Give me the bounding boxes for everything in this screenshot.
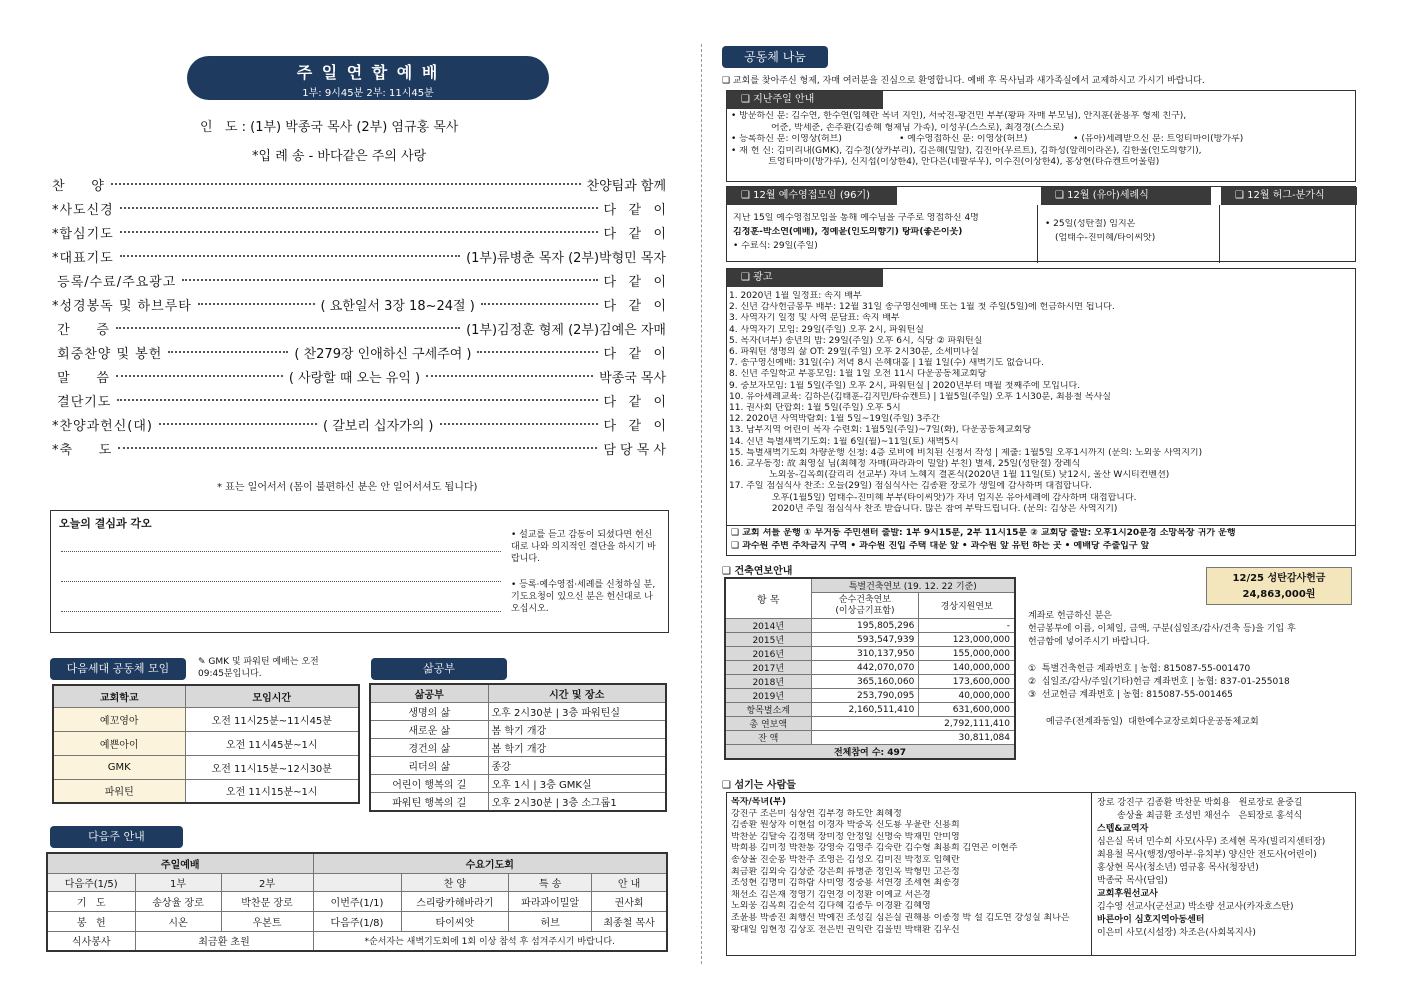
nextweek-r1-4: 스리랑카해바라기 <box>401 891 509 911</box>
community-ads-6: 7. 송구영신예배: 31일(수) 저녁 8시 은혜대홀 | 1월 1일(수) 새벽기도 없습니다. <box>729 358 1044 369</box>
community-dec_body1: 지난 15일 예수영접모임을 통해 예수님을 구주로 영접하신 4명 <box>733 213 979 223</box>
building-acc2: ② 십일조/감사/주일(기타)헌금 계좌번호 | 농협: 837-01-255018 <box>1028 677 1290 687</box>
nextweek-r3-2: *순서자는 새벽기도회에 1회 이상 참석 후 섬겨주시기 바랍니다. <box>313 931 667 951</box>
building-rows-4-1: 365,160,060 <box>811 675 919 689</box>
nextweek-r2-2: 우본트 <box>221 911 313 931</box>
building-rows-1-1: 593,547,939 <box>811 633 919 647</box>
order-row <box>52 316 666 340</box>
nextweek-r1-2: 박찬문 장로 <box>221 891 313 911</box>
nextweek-h-1: 1부 <box>135 873 221 891</box>
community-lastweek-3: • 재 헌 신: 김미리내(GMK), 김수정(상카부리), 김은혜(밀알), 김진아(우르트), 김하성(알레이라온), 김한울(인도의향기), <box>731 145 1202 156</box>
nextgen-rows-2-1: 오전 11시15분~12시30분 <box>185 755 359 779</box>
community-ads-11: 12. 2020년 사역박람회: 1월 5일~19일(주일) 3주간 <box>729 414 940 425</box>
nextweek-r2-1: 시온 <box>135 911 221 931</box>
building-tbl_head: 특별건축연보 (19. 12. 22 기준) <box>811 578 1015 593</box>
nextweek-r2-4: 타이씨앗 <box>401 911 509 931</box>
service-call: *입 례 송 - 바다같은 주의 사랑 <box>252 149 427 164</box>
nextgen-tag: 다음세대 공동체 모임 <box>50 658 186 680</box>
building-rows-2-0: 2016년 <box>725 647 811 661</box>
community-lastweek_tag: ❑ 지난주일 안내 <box>727 91 883 109</box>
service-banner <box>187 56 549 100</box>
building-rows-2-1: 310,137,950 <box>811 647 919 661</box>
service-order-2-label: *합심기도 <box>52 226 114 242</box>
community-parking: ❑ 과수원 주변 주차금지 구역 • 과수원 진입 주택 대문 앞 • 과수원 앞 유턴 하는 곳 • 예배당 주출입구 앞 <box>731 541 1150 551</box>
resolve-title: 오늘의 결심과 각오 <box>59 517 152 530</box>
nextgen-table <box>52 684 360 804</box>
nextgen-rows-3-1: 오전 11시15분~1시 <box>185 779 359 803</box>
building-rows-5-2: 40,000,000 <box>919 689 1015 703</box>
service-order-9-val: 다 같 이 <box>603 394 666 410</box>
servants-box <box>726 792 1356 956</box>
nextweek-h-4: 찬 양 <box>401 873 509 891</box>
order-row <box>52 172 666 196</box>
nextweek-r2-6: 최종철 목사 <box>592 911 667 931</box>
community-ads_tag: ❑ 광고 <box>727 269 883 287</box>
building-rows-3-2: 140,000,000 <box>919 661 1015 675</box>
community-lastweek-4: 트엉티마이(방가루), 신지섭(이상한4), 안다은(네팔루우), 이수진(이상한4), 홍상현(타슈켄트어울림) <box>731 157 1160 168</box>
nextweek-r1-6: 권사회 <box>592 891 667 911</box>
service-order-5-label: *성경봉독 및 하브루타 <box>52 298 192 314</box>
servants-right-10: 이은미 사모(시설장) 차조은(사회복지사) <box>1097 928 1256 938</box>
nextweek-h-2: 2부 <box>221 873 313 891</box>
nextgen-rows-0-1: 오전 11시25분~11시45분 <box>185 707 359 731</box>
building-rows-8-2: 30,811,084 <box>811 731 1015 745</box>
nextgen-rows-3-0: 파워틴 <box>53 779 185 803</box>
building-title: ❑ 건축연보안내 <box>722 566 793 577</box>
servants-left-8: 노외웅 김옥희 김순석 김다혜 김종두 이경환 김혜영 <box>731 901 931 912</box>
building-col1b: (이상금기표함) <box>835 605 895 616</box>
community-ads-15: 16. 교우동정: 故 최영실 님(최혜정 자매(파라과이 밀알) 부친) 별세, 25일(성탄절) 장례식 <box>729 459 1081 470</box>
community-ads-9: 10. 유아세례교육: 김하은(김태훈-김지민/타슈켄트) | 1월5일(주일) 오후 1시30분, 최용철 목사실 <box>729 391 1111 402</box>
community-ads-19: 2020년 주일 점심식사 찬조 받습니다. 많은 참여 부탁드립니다. (문의: 김상은 사역지기) <box>729 503 1118 514</box>
community-lastweek-1: 어준, 박세준, 손주환(김종혜 형제님 가족), 이성우(스스로), 최경경(스스로) <box>731 122 1065 133</box>
life-rows-5-0: 파워틴 행복의 길 <box>370 793 488 812</box>
servants-left-4: 송상율 진순봉 박찬주 조영은 김성오 김미진 박정호 임혜란 <box>731 854 960 865</box>
nextweek-r2-5: 허브 <box>509 911 592 931</box>
service-order-0-val: 찬양팀과 함께 <box>586 178 666 194</box>
service-order-0-label: 찬 양 <box>52 178 105 194</box>
community-lastweek-0: • 방문하신 분: 김수연, 한수연(임혜란 목녀 지인), 서국진-황건민 부부(황파 자매 부모님), 안지훈(윤용후 형제 친구), <box>731 111 1187 121</box>
service-order-10-mid: ( 갈보리 십자가의 ) <box>323 418 434 434</box>
community-offer_tag: ❑ 12월 허그-분가식 <box>1221 187 1357 205</box>
order-row <box>52 412 666 436</box>
order-row <box>52 292 666 316</box>
building-rows-1-0: 2015년 <box>725 633 811 647</box>
service-order-7-mid: ( 찬279장 인애하신 구세주여 ) <box>294 346 472 362</box>
building-txt3: 헌금함에 넣어주시기 바랍니다. <box>1028 637 1150 647</box>
nextweek-r2-0: 봉 헌 <box>47 911 135 931</box>
building-table <box>724 577 1016 760</box>
building-info <box>1028 610 1348 729</box>
building-rows-0-1: 195,805,296 <box>811 619 919 633</box>
building-acc1: ① 특별건축헌금 계좌번호 | 농협: 815087-55-001470 <box>1028 664 1251 674</box>
life-rows-2-1: 봄 학기 개강 <box>488 739 666 757</box>
community-bus: ❑ 교회 셔틀 운행 ① 무거동 주민센터 출발: 1부 9시15분, 2부 11시15분 ② 교회당 출발: 오후1시20분경 소망목장 귀가 운행 <box>731 528 1236 538</box>
nextweek-sunday: 주일예배 <box>47 853 313 873</box>
service-order-8-val: 박종국 목사 <box>599 370 667 386</box>
community-ads-7: 8. 신년 주일학교 부흥모임: 1월 1일 오전 11시 다운공동체교회당 <box>729 369 987 380</box>
servants-right-3: 심은실 목녀 민수희 사모(사무) 조세현 목자(빌리지센터장) <box>1097 837 1326 847</box>
building-rows-7-0: 총 연보액 <box>725 717 811 731</box>
order-row <box>52 268 666 292</box>
december-box <box>726 186 1356 262</box>
community-ads-13: 14. 신년 특별새벽기도회: 1월 6일(월)~11일(토) 새벽5시 <box>729 436 959 447</box>
service-order-8-label: 말 씀 <box>52 370 110 386</box>
life-rows-0-1: 오후 2시30분 | 3층 파워틴실 <box>488 703 666 721</box>
life-rows-2-0: 경건의 삶 <box>370 739 488 757</box>
service-order-10-val: 다 같 이 <box>603 418 667 434</box>
service-order-10-label: *찬양과헌신(대) <box>52 418 153 434</box>
life-rows-0-0: 생명의 삶 <box>370 703 488 721</box>
building-rows-4-0: 2018년 <box>725 675 811 689</box>
community-ads-1: 2. 신년 감사헌금봉투 배부: 12월 31일 송구영신예배 또는 1월 첫 주일(5일)에 헌금하시면 됩니다. <box>729 302 1115 313</box>
life-table <box>369 683 667 812</box>
servants-left-3: 박희용 김미정 박찬통 강영숙 김영주 김숙란 김수형 최용희 김연곤 이현주 <box>731 843 1018 854</box>
community-lastweek-2: • 등록하신 분: 이영상(허브) • 예수영접하신 분: 이영상(허브) • (유아)세례받으신 분: 트엉티마이(방가루) <box>731 134 1244 145</box>
service-order-1-label: *사도신경 <box>52 202 114 218</box>
building-xmas: 12/25 성탄감사헌금 <box>1232 573 1326 584</box>
nextgen-rows-1-1: 오전 11시45분~1시 <box>185 731 359 755</box>
nextweek-r2-3: 다음주(1/8) <box>313 911 401 931</box>
servants-right-5: 홍상현 목사(청소년) 염규홍 목사(청장년) <box>1097 863 1259 873</box>
building-rows-0-0: 2014년 <box>725 619 811 633</box>
servants-left-6: 조성현 김명미 김하람 사미영 정중용 서연경 조세현 최송경 <box>731 878 960 889</box>
life-rows-5-1: 오후 2시30분 | 3층 소그룹1 <box>488 793 666 812</box>
building-txt2: 헌금봉투에 이름, 이체일, 금액, 구분(십일조/감사/건축 등)을 기입 후 <box>1028 624 1296 634</box>
nextweek-r1-0: 기 도 <box>47 891 135 911</box>
service-order-8-mid: ( 사랑할 때 오는 유익 ) <box>288 370 421 386</box>
community-dec_tag: ❑ 12월 예수영접모임 (96기) <box>727 187 897 205</box>
order-row <box>52 220 666 244</box>
building-col2: 경상지원연보 <box>919 593 1015 619</box>
community-baptism_tag: ❑ 12월 (유아)세례식 <box>1041 187 1211 205</box>
servants-right-8: 김수영 선교사(군선교) 박소량 선교사(카자흐스탄) <box>1097 902 1294 912</box>
service-order-4-val: 다 같 이 <box>603 274 666 290</box>
community-baptism_body2: (엄태수-진미혜/타이씨앗) <box>1055 233 1156 243</box>
building-rows-2-2: 155,000,000 <box>919 647 1015 661</box>
building-rows-3-1: 442,070,070 <box>811 661 919 675</box>
service-order-6-val: (1부)김정훈 형제 (2부)김예은 자매 <box>466 322 666 338</box>
building-txt1: 계좌로 헌금하신 분은 <box>1028 611 1112 621</box>
community-ads-16: 노외웅-김옥희(갈리리 선교부) 자녀 노혜지 결혼식(2020년 1월 11일(토) 낮12시, 울산 W시티컨벤션) <box>729 470 1170 481</box>
community-ads-0: 1. 2020년 1월 일정표: 속지 배부 <box>729 291 862 301</box>
building-rows-1-2: 123,000,000 <box>919 633 1015 647</box>
service-order-9-label: 결단기도 <box>52 394 112 410</box>
nextgen-rows-0-0: 예꼬영아 <box>53 707 185 731</box>
order-row <box>52 388 666 412</box>
nextgen-rows-2-0: GMK <box>53 755 185 779</box>
servants-left-5: 최금환 김외숙 김상준 강은희 류병춘 정인옥 박형민 고은정 <box>731 866 960 877</box>
nextweek-r1-1: 송상율 장로 <box>135 891 221 911</box>
life-rows-1-0: 새로운 삶 <box>370 721 488 739</box>
building-rows-8-0: 잔 액 <box>725 731 811 745</box>
life-rows-4-0: 어린이 행복의 길 <box>370 775 488 793</box>
nextweek-r1-5: 파라과이밀알 <box>509 891 592 911</box>
community-ads-14: 15. 특별새벽기도회 차량운행 신청: 4층 로비에 비치된 신청서 작성 | 제출: 1월5일 오후1시까지 (문의: 노외웅 사역지기) <box>729 447 1203 458</box>
service-order-7-val: 다 같 이 <box>603 346 667 362</box>
community-ads-8: 9. 중보자모임: 1월 5일(주일) 오후 2시, 파워틴실 | 2020년부터 매월 첫째주에 모입니다. <box>729 380 1081 391</box>
service-order-5-val: 다 같 이 <box>603 298 667 314</box>
community-ads-17: 17. 주일 점심식사 찬조: 오늘(29일) 점심식사는 김종환 장로가 생일에 감사하며 대접합니다. <box>729 481 1092 492</box>
servants-title: ❑ 섬기는 사람들 <box>722 780 796 791</box>
building-item: 항 목 <box>725 578 811 619</box>
community-ads-2: 3. 사역자기 일정 및 사역 분담표: 속지 배부 <box>729 313 900 324</box>
service-order-3-label: *대표기도 <box>52 250 114 266</box>
building-col1: 순수건축연보 <box>838 594 891 605</box>
building-xmas_amt: 24,863,000원 <box>1242 589 1316 600</box>
resolve-box <box>50 510 669 633</box>
service-order-4-label: 등록/수료/주요광고 <box>52 274 177 290</box>
service-order-1-val: 다 같 이 <box>603 202 666 218</box>
nextweek-wed: 수요기도회 <box>313 853 667 873</box>
servants-left_title: 목자/목녀(부) <box>731 797 786 807</box>
service-order-6-label: 간 증 <box>52 322 110 338</box>
order-row <box>52 244 666 268</box>
nextgen-headers-0: 교회학교 <box>53 685 185 707</box>
community-dec_body2: 김정훈-박소연(예배), 정예윤(인도의향기) 탕파(좋은이웃) <box>733 227 963 237</box>
servants-left-10: 황대일 임현정 김상호 전은빈 권익란 김을빈 박태환 김우신 <box>731 924 960 935</box>
servants-right-7: 교회후원선교사 <box>1097 889 1158 899</box>
life-rows-3-0: 리더의 삶 <box>370 757 488 775</box>
nextweek-table <box>46 852 668 952</box>
life-headers-0: 삶공부 <box>370 684 488 703</box>
servants-right-0: 장로 강진구 김종환 박찬문 박회용 원로장로 윤중길 <box>1097 798 1303 808</box>
servants-left-9: 조윤용 박종진 최행신 박예진 조성길 심은실 권해용 이종정 박 설 김도연 강성실 최나은 <box>731 912 1070 923</box>
nextweek-r3-0: 식사봉사 <box>47 931 135 951</box>
xmas-box <box>1206 567 1352 605</box>
building-total: 전체참여 수: 497 <box>725 745 1015 760</box>
building-acc3: ③ 선교헌금 계좌번호 | 농협: 815087-55-001465 <box>1028 690 1233 700</box>
servants-left-2: 박찬문 김달숙 김정택 장미정 안정일 신명숙 박재민 안미영 <box>731 831 960 842</box>
order-row <box>52 340 666 364</box>
service-order-5-mid: ( 요한일서 3장 18~24절 ) <box>320 298 475 314</box>
ads-box <box>726 268 1356 556</box>
nextgen-rows-1-0: 예쁜아이 <box>53 731 185 755</box>
life-rows-1-1: 봄 학기 개강 <box>488 721 666 739</box>
resolve-bullet-2: • 등록·예수영접·세례를 신청하실 분, 기도요청이 있으신 분은 헌신대로 나오십시오. <box>511 580 656 614</box>
lastweek-box <box>726 90 1356 182</box>
order-list <box>52 172 666 460</box>
building-rows-0-2: - <box>919 619 1015 633</box>
community-tag: 공동체 나눔 <box>722 46 828 68</box>
nextweek-r3-1: 최금환 초원 <box>135 931 313 951</box>
service-title: 주 일 연 합 예 배 <box>296 63 440 82</box>
building-rows-4-2: 173,600,000 <box>919 675 1015 689</box>
nextweek-h-6: 안 내 <box>592 873 667 891</box>
service-leader: 인 도 : (1부) 박종국 목사 (2부) 염규홍 목사 <box>200 120 459 135</box>
servants-right-9: 바른아이 심호지역아동센터 <box>1097 915 1205 925</box>
building-rows-6-2: 631,600,000 <box>919 703 1015 717</box>
building-rows-7-2: 2,792,111,410 <box>811 717 1015 731</box>
service-order-7-label: 회중찬양 및 봉헌 <box>52 346 163 362</box>
nextweek-tag: 다음주 안내 <box>50 826 183 848</box>
nextgen-note: ✎ GMK 및 파워틴 예배는 오전 09:45분입니다. <box>198 657 319 679</box>
order-row <box>52 196 666 220</box>
building-rows-6-0: 항목별소계 <box>725 703 811 717</box>
servants-right-6: 박종국 목사(담임) <box>1097 876 1168 886</box>
community-ads-5: 6. 파워틴 생명의 삶 OT: 29일(주일) 오후 2시30분, 소세미나실 <box>729 347 979 358</box>
community-dec_body3: • 수료식: 29일(주일) <box>733 241 818 251</box>
nextweek-h-0: 다음주(1/5) <box>47 873 135 891</box>
community-baptism_body1: • 25일(성탄절) 임지온 <box>1045 219 1136 229</box>
life-rows-3-1: 종강 <box>488 757 666 775</box>
community-ads-10: 11. 권사회 단합회: 1월 5일(주일) 오후 5시 <box>729 403 901 414</box>
community-ads-4: 5. 목자(녀부) 송년의 밤: 29일(주일) 오후 6시, 식당 ② 파워틴실 <box>729 335 983 346</box>
building-rows-5-0: 2019년 <box>725 689 811 703</box>
building-holder: 예금주(전계좌동일) 대한예수교장로회다운공동체교회 <box>1046 717 1259 727</box>
service-times: 1부: 9시45분 2부: 11시45분 <box>302 88 434 99</box>
service-order-2-val: 다 같 이 <box>603 226 666 242</box>
service-order-11-val: 담 당 목 사 <box>603 442 666 458</box>
order-row <box>52 436 666 460</box>
building-rows-6-1: 2,160,511,410 <box>811 703 919 717</box>
building-rows-3-0: 2017년 <box>725 661 811 675</box>
servants-left-1: 김종환 원상자 이현섭 이경자 박중옥 신도룡 우윤란 신용희 <box>731 820 960 831</box>
servants-right-2: 스텝&교역자 <box>1097 824 1149 834</box>
life-headers-1: 시간 및 장소 <box>488 684 666 703</box>
welcome-text: ❑ 교회를 찾아주신 형제, 자매 여러분을 진심으로 환영합니다. 예배 후 목사님과 새가족실에서 교제하시고 가시기 바랍니다. <box>722 76 1205 86</box>
nextgen-headers-1: 모임시간 <box>185 685 359 707</box>
servants-right-1: 송상율 최금환 조성빈 채선수 은퇴장로 홍석식 <box>1097 811 1303 821</box>
community-ads-3: 4. 사역자기 모임: 29일(주일) 오후 2시, 파워틴실 <box>729 324 924 335</box>
servants-left-0: 강진구 조은미 심상연 김부경 하도안 최혜정 <box>731 808 902 819</box>
life-rows-4-1: 오후 1시 | 3층 GMK실 <box>488 775 666 793</box>
nextweek-r1-3: 이번주(1/1) <box>313 891 401 911</box>
service-order-3-val: (1부)류병춘 목자 (2부)박형민 목자 <box>466 250 666 266</box>
nextweek-h-3 <box>313 873 401 891</box>
service-order-11-label: *축 도 <box>52 442 113 458</box>
resolve-bullet-1: • 설교를 듣고 감동이 되셨다면 헌신대로 나와 의지적인 결단을 하시기 바랍니다. <box>511 530 656 564</box>
servants-right-4: 최용철 목사(행정/영아부·유치부) 양신안 전도사(어린이) <box>1097 850 1317 860</box>
nextweek-h-5: 특 송 <box>509 873 592 891</box>
building-rows-5-1: 253,790,095 <box>811 689 919 703</box>
life-tag: 삶공부 <box>371 658 507 680</box>
servants-left-7: 채선소 김은재 정영기 김연경 이정환 이예교 서은경 <box>731 889 931 900</box>
order-row <box>52 364 666 388</box>
community-ads-18: 오후(1월5일) 엄태수-진미혜 부부(타이씨앗)가 자녀 엄지온 유아세례에 감사하며 대접합니다. <box>729 492 1137 503</box>
stand-note: * 표는 일어서서 (몸이 불편하신 분은 안 일어서셔도 됩니다) <box>217 482 478 493</box>
community-ads-12: 13. 남부지역 어린이 목자 수련회: 1월5일(주일)~7일(화), 다운공동체교회당 <box>729 425 1032 436</box>
